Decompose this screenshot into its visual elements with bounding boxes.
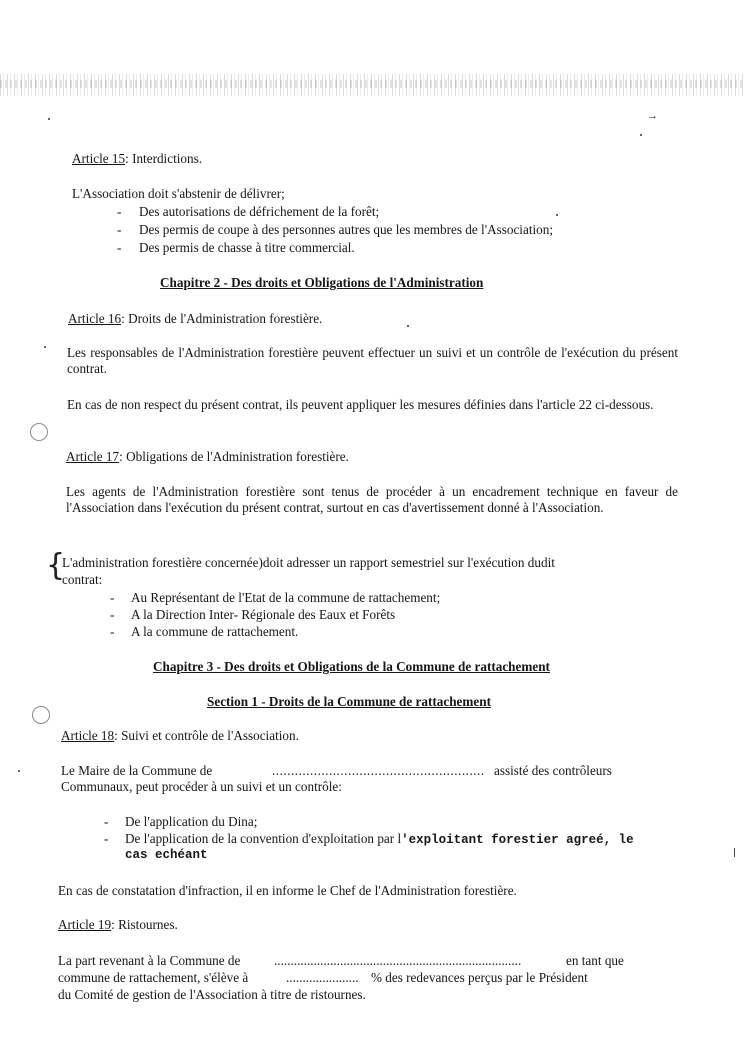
article-15-intro: L'Association doit s'abstenir de délivrer; [72, 186, 285, 201]
article-19-title: : Ristournes. [111, 917, 178, 932]
article-15-item: Des autorisations de défrichement de la forêt; [139, 204, 380, 219]
article-16-title: : Droits de l'Administration forestière. [121, 311, 323, 326]
chapter-3-title: Chapitre 3 - Des droits et Obligations de la Commune de rattachement [153, 659, 550, 674]
bullet-dash: - [117, 204, 122, 219]
bullet-dash: - [110, 607, 115, 622]
margin-tick [734, 848, 735, 857]
article-15-item: Des permis de coupe à des personnes autres que les membres de l'Association; [139, 222, 554, 237]
article-17-report-line [62, 555, 555, 571]
bullet-dash: - [104, 814, 109, 829]
convention-text: De l'application de la convention d'exploitation par l [125, 831, 402, 846]
article-15-title: : Interdictions. [125, 151, 203, 166]
article-18-paragraph: En cas de constatation d'infraction, il en informe le Chef de l'Administration forestière. [58, 883, 517, 898]
report-subject: L'administration forestière concernée [62, 555, 259, 570]
article-17-heading [66, 449, 349, 465]
bullet-dash: - [104, 831, 109, 846]
bullet-dash: - [117, 240, 122, 255]
scan-speck [407, 325, 409, 327]
article-18-line: Communaux, peut procéder à un suivi et un contrôle: [61, 779, 342, 794]
bullet-dash: - [110, 590, 115, 605]
article-16-paragraph: Les responsables de l'Administration forestière peuvent effectuer un suivi et un contrôle de l'exécution du présent contrat. [67, 345, 678, 376]
article-17-title: : Obligations de l'Administration forestière. [119, 449, 349, 464]
assisted-text: assisté des contrôleurs [494, 763, 612, 778]
article-18-line [61, 763, 212, 779]
redevances-text: % des redevances perçus par le Président [371, 970, 588, 985]
article-19-line: La part revenant à la Commune de [58, 953, 241, 968]
article-19-heading [58, 917, 178, 933]
article-17-recipient: Au Représentant de l'Etat de la commune de rattachement; [131, 590, 441, 605]
article-19-line: commune de rattachement, s'élève à [58, 970, 249, 985]
article-15-item: Des permis de chasse à titre commercial. [139, 240, 355, 255]
punch-hole [30, 423, 48, 441]
chapter-2-title: Chapitre 2 - Des droits et Obligations de l'Administration [160, 275, 484, 290]
page-mark: → [647, 110, 658, 122]
article-16-paragraph: En cas de non respect du présent contrat, ils peuvent appliquer les mesures définies dans l'article 22 ci-dessous. [67, 397, 654, 412]
report-verb: doit adresser un rapport semestriel sur l'exécution dudit [262, 555, 555, 570]
article-17-report-end: contrat: [62, 572, 103, 587]
mayor-text: Le Maire de la Commune de [61, 763, 213, 778]
bullet-dash: - [117, 222, 122, 237]
article-18-item [125, 831, 634, 848]
handwritten-brace: { [46, 548, 66, 583]
article-15-label: Article 15 [72, 151, 126, 166]
scan-speck [556, 214, 558, 216]
punch-hole [32, 706, 50, 724]
scan-speck [44, 346, 46, 348]
article-18-item: De l'application du Dina; [125, 814, 258, 829]
article-18-title: : Suivi et contrôle de l'Association. [114, 728, 299, 743]
article-17-recipient: A la commune de rattachement. [131, 624, 299, 639]
commune-blank-field: ........................................................ [272, 763, 485, 778]
article-19-line: du Comité de gestion de l'Association à titre de ristournes. [58, 987, 366, 1002]
article-16-label: Article 16 [68, 311, 122, 326]
article-18-heading [61, 728, 299, 744]
exploitant-text: 'exploitant forestier agreé, le [401, 833, 634, 847]
article-18-label: Article 18 [61, 728, 115, 743]
handwritten-paren: ) [258, 555, 263, 570]
scan-speck [48, 118, 50, 120]
article-15-heading [72, 151, 202, 167]
article-18-item-end: cas echéant [125, 848, 208, 862]
scan-noise-band [0, 74, 744, 96]
scan-speck [640, 134, 642, 136]
scan-speck [18, 770, 20, 772]
article-17-label: Article 17 [66, 449, 120, 464]
article-16-heading [68, 311, 322, 327]
percent-blank-field: ...................... [286, 970, 359, 985]
article-19-label: Article 19 [58, 917, 112, 932]
commune-blank-field: ........................................................................... [274, 953, 522, 968]
en-tant-que-text: en tant que [566, 953, 624, 968]
article-17-recipient: A la Direction Inter- Régionale des Eaux et Forêts [131, 607, 396, 622]
article-17-paragraph: Les agents de l'Administration forestière sont tenus de procéder à un encadrement technique en faveur de l'Association dans l'exécution du présent contrat, surtout en cas d'avertissement donné à l'Association. [66, 484, 678, 515]
section-1-title: Section 1 - Droits de la Commune de rattachement [207, 694, 491, 709]
bullet-dash: - [110, 624, 115, 639]
